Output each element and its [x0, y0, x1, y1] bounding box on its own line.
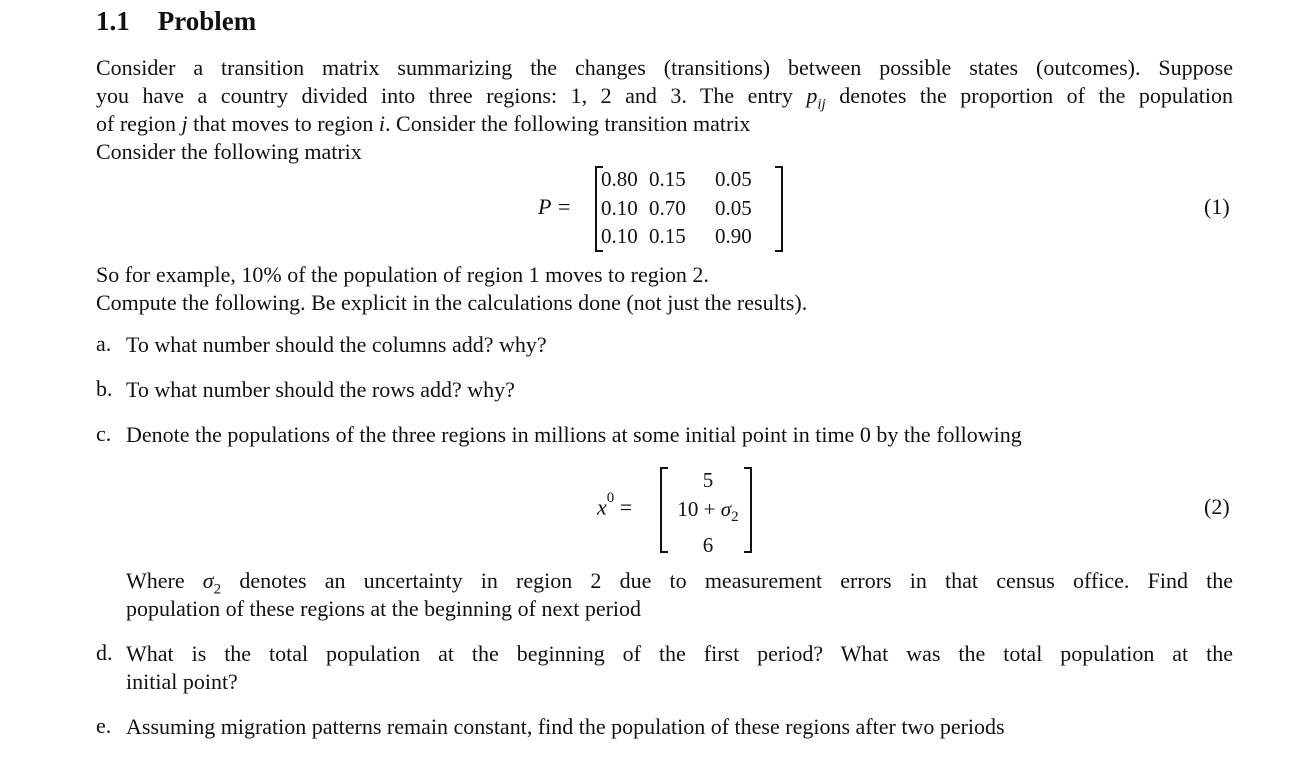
vector-entry-3: 6 — [702, 533, 714, 558]
eq1-lhs — [538, 194, 571, 220]
example-line: So for example, 10% of the population of region 1 moves to region 2. — [96, 262, 709, 287]
eq2-var: x — [597, 494, 607, 520]
matrix-cell: 0.80 — [601, 167, 638, 191]
eq2-equals: = — [619, 494, 633, 520]
item-b-label: b. — [96, 376, 113, 401]
matrix-cell: 0.05 — [715, 195, 752, 220]
matrix-bracket-right — [775, 166, 783, 252]
item-d-line-2: initial point? — [126, 669, 238, 694]
item-a-label: a. — [96, 331, 112, 356]
eq1-lhs-text: P = — [538, 194, 572, 219]
item-b-text: To what number should the rows add? why? — [126, 377, 515, 402]
matrix-cell: 0.05 — [715, 167, 752, 191]
item-c-after-line-2: population of these regions at the beginning of next period — [126, 596, 642, 621]
intro-line-3 — [96, 110, 1233, 138]
item-c-label: c. — [96, 421, 112, 446]
item-e-text: Assuming migration patterns remain constant, find the population of these regions after two periods — [126, 714, 1005, 739]
section-heading — [96, 6, 256, 37]
text: Where — [126, 568, 203, 593]
matrix-cell: 0.15 — [649, 224, 686, 248]
math-j: j — [181, 111, 188, 136]
population-vector — [666, 466, 750, 560]
text: of region — [96, 111, 182, 136]
compute-line: Compute the following. Be explicit in the calculations done (not just the results). — [96, 290, 808, 315]
math-sigma: σ — [202, 568, 214, 593]
math-sub: ij — [817, 96, 826, 113]
math-sub: 2 — [731, 508, 739, 525]
matrix-cell: 0.15 — [649, 167, 686, 191]
section-title: Problem — [157, 6, 257, 36]
text: denotes an uncertainty in region 2 due to measurement errors in that census office. Find the — [221, 568, 1233, 593]
eq2-sup: 0 — [606, 490, 615, 506]
text: denotes the proportion of the population — [825, 83, 1233, 108]
matrix-cell: 0.10 — [601, 195, 638, 220]
text: that moves to region — [187, 111, 379, 136]
equation-number-2: (2) — [1204, 494, 1230, 519]
item-c-text: Denote the populations of the three regions in millions at some initial point in time 0 by the following — [126, 422, 1022, 447]
transition-matrix — [601, 165, 765, 251]
vector-entry-2 — [666, 495, 750, 532]
math-sigma: σ — [720, 496, 732, 521]
equation-number-1: (1) — [1204, 194, 1230, 219]
matrix-cell: 0.90 — [715, 224, 752, 248]
vector-entry-1: 5 — [702, 468, 714, 492]
text: you have a country divided into three regions: 1, 2 and 3. The entry — [96, 83, 807, 108]
item-e-label: e. — [96, 713, 112, 738]
text: . Consider the following transition matrix — [385, 111, 751, 136]
item-a-text: To what number should the columns add? why? — [126, 332, 547, 357]
matrix-cell: 0.10 — [601, 224, 638, 248]
intro-line-4: Consider the following matrix — [96, 139, 362, 164]
item-d-label: d. — [96, 640, 113, 665]
math-p: p — [806, 83, 818, 108]
matrix-cell: 0.70 — [649, 195, 686, 220]
math-sub: 2 — [213, 581, 222, 598]
item-d-line-1: What is the total population at the beginning of the first period? What was the total population at the — [126, 641, 1233, 666]
eq2-lhs — [597, 490, 633, 520]
text: 10 + — [677, 496, 721, 521]
math-i: i — [378, 111, 386, 136]
section-number: 1.1 — [96, 6, 130, 36]
intro-line-1: Consider a transition matrix summarizing the changes (transitions) between possible states (outcomes). Suppose — [96, 55, 1233, 80]
